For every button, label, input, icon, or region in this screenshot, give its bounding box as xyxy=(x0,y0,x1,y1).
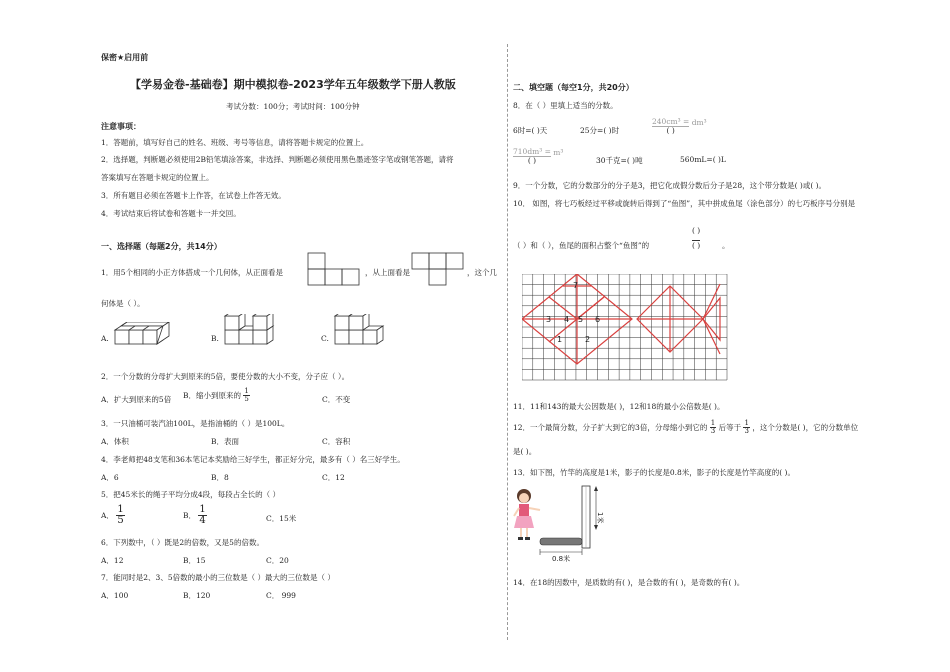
q1-option-c-label: C. xyxy=(321,334,329,343)
q2-option-b xyxy=(183,388,250,403)
q10-period: 。 xyxy=(722,241,730,250)
q12-fraction-1 xyxy=(710,420,716,435)
q10-fraction-denominator: ( ) xyxy=(692,241,701,250)
q12-text-c: ，这个分数是( )，它的分数单位 xyxy=(752,423,859,432)
q1-option-a-figure xyxy=(111,322,173,352)
fraction-numerator: 1 xyxy=(117,504,124,515)
tangram-label-1: 1 xyxy=(557,335,563,344)
q14-text: 14．在18的因数中，是质数的有( )，是合数的有( )，是奇数的有( )。 xyxy=(513,578,745,587)
q9-text: 9．一个分数，它的分数部分的分子是3，把它化成假分数后分子是28，这个带分数是( )或( )。 xyxy=(513,181,827,190)
q8-row2-c: 560mL=( )L xyxy=(680,155,726,164)
q2-option-a: A．扩大到原来的5倍 xyxy=(101,395,172,404)
shadow-length-label: 0.8米 xyxy=(552,555,571,563)
q3-option-a: A．体积 xyxy=(101,437,129,446)
q5-option-b-label: B． xyxy=(183,511,197,520)
fraction-denominator: ( ) xyxy=(666,125,675,135)
q8-row1-c-unit: dm³ xyxy=(691,118,707,127)
q10-text: 10． 如图，将七巧板经过平移或旋转后得到了“鱼图”，其中拼成鱼尾（涂色部分）的七巧板序号分别是 xyxy=(513,199,856,208)
q4-text: 4．李老师把48支笔和36本笔记本奖励给三好学生，都正好分完，最多有（ ）名三好学生。 xyxy=(101,455,405,464)
fraction-denominator: 5 xyxy=(244,395,249,403)
notice-item-1: 1．答题前，填写好自己的姓名、班级、考号等信息，请将答题卡规定的位置上。 xyxy=(101,138,369,147)
q7-option-b: B．120 xyxy=(183,591,211,600)
q7-option-a: A．100 xyxy=(101,591,129,600)
fraction-numerator: 1 xyxy=(744,419,749,427)
fraction-denominator: 4 xyxy=(199,515,206,526)
pole-shadow xyxy=(540,538,582,545)
q8-row2-a-fraction xyxy=(513,148,551,164)
tangram-label-7: 7 xyxy=(573,281,579,290)
secret-label: 保密★启用前 xyxy=(101,53,149,62)
q11-text: 11．11和143的最大公因数是( )，12和18的最小公倍数是( )。 xyxy=(513,402,725,411)
q5-option-b xyxy=(183,505,207,526)
q1-front-view-figure xyxy=(307,252,362,286)
fraction-numerator: 1 xyxy=(244,387,249,395)
q3-text: 3．一只油桶可装汽油100L，是指油桶的（ ）是100L。 xyxy=(101,419,290,428)
q2-option-b-label: B．缩小到原来的 xyxy=(183,391,242,400)
q7-text: 7．能同时是2、3、5倍数的最小的三位数是（ ）最大的三位数是（ ） xyxy=(101,573,335,582)
q10-paren: ( ) xyxy=(692,226,701,235)
q2-text: 2．一个分数的分母扩大到原来的5倍，要使分数的大小不变，分子应（ ）。 xyxy=(101,372,350,381)
q8-text: 8．在（ ）里填上适当的分数。 xyxy=(513,101,618,110)
section2-heading: 二、填空题（每空1分，共20分） xyxy=(513,83,634,92)
q3-option-b: B．表面 xyxy=(211,437,240,446)
section1-heading: 一、选择题（每题2分，共14分） xyxy=(101,242,222,251)
q1-option-c-figure xyxy=(331,314,393,352)
fraction-denominator: 3 xyxy=(744,427,749,435)
fraction-numerator: 1 xyxy=(199,504,206,515)
fraction-numerator: 710dm³ = xyxy=(513,147,551,156)
pole-height-label: 1米 xyxy=(596,512,604,524)
q3-option-c: C．容积 xyxy=(322,437,351,446)
tangram-label-6: 6 xyxy=(595,315,601,324)
q5-option-a xyxy=(101,505,125,526)
q1-top-view-figure xyxy=(411,252,466,286)
q1-text-a: 1．用5个相同的小正方体搭成一个几何体，从正面看是 xyxy=(101,268,284,277)
page-title: 【学易金卷-基础卷】期中模拟卷-2023学年五年级数学下册人教版 xyxy=(130,78,456,91)
q13-text: 13．如下图，竹竿的高度是1米，影子的长度是0.8米，影子的长度是竹竿高度的( )。 xyxy=(513,468,795,477)
q1-option-a-label: A. xyxy=(101,334,109,343)
girl-illustration xyxy=(514,489,540,540)
q8-row1-a: 6时=( )天 xyxy=(513,126,548,135)
q12-text-a: 12．一个最简分数，分子扩大到它的3倍，分母缩小到它的 xyxy=(513,423,708,432)
q1-text-b: ，从上面看是 xyxy=(365,268,410,277)
fraction-numerator: 240cm³ = xyxy=(652,117,690,126)
q1-text-d: 何体是（ ）。 xyxy=(101,299,145,308)
grid-lines xyxy=(522,274,727,380)
q4-option-a: A．6 xyxy=(101,473,119,482)
q1-option-b-figure xyxy=(221,314,283,352)
notice-item-3: 3．所有题目必须在答题卡上作答，在试卷上作答无效。 xyxy=(101,191,286,200)
exam-info: 考试分数：100分；考试时间：100分钟 xyxy=(226,102,360,111)
fraction-denominator: 5 xyxy=(117,515,124,526)
notice-item-2: 2．选择题，判断题必须使用2B铅笔填涂答案，非选择、判断题必须使用黑色墨迹签字笔或钢笔答题，请将 xyxy=(101,155,454,164)
q4-option-b: B．8 xyxy=(211,473,229,482)
notice-item-2-cont: 答案填写在答题卡规定的位置上。 xyxy=(101,173,214,182)
q12-line xyxy=(513,420,858,435)
bamboo-shadow-figure xyxy=(510,484,620,564)
q8-row2-a xyxy=(513,148,563,164)
tangram-label-2: 2 xyxy=(585,335,591,344)
notice-item-4: 4．考试结束后将试卷和答题卡一并交回。 xyxy=(101,209,241,218)
q2-option-b-fraction xyxy=(243,388,249,403)
q8-row1-c xyxy=(652,118,707,134)
q5-option-c: C．15米 xyxy=(266,514,297,523)
q5-option-a-fraction xyxy=(116,505,124,526)
q6-option-b: B．15 xyxy=(183,556,206,565)
q12-fraction-2 xyxy=(743,420,749,435)
fraction-denominator: 3 xyxy=(710,427,716,435)
fraction-numerator: 1 xyxy=(710,419,716,427)
tangram-label-3: 3 xyxy=(546,315,552,324)
q8-row1-b: 25分=( )时 xyxy=(580,126,620,135)
tangram-fish-figure xyxy=(637,284,720,354)
notice-heading: 注意事项： xyxy=(101,122,141,131)
q8-row2-b: 30千克=( )吨 xyxy=(596,156,643,165)
q8-row2-a-unit: m³ xyxy=(553,148,564,157)
q1-option-b-label: B. xyxy=(211,334,219,343)
tangram-label-5: 5 xyxy=(578,315,584,324)
q6-option-a: A．12 xyxy=(101,556,124,565)
q5-option-a-label: A． xyxy=(101,511,114,520)
q4-option-c: C．12 xyxy=(322,473,345,482)
q12-text-d: 是( )。 xyxy=(513,447,537,456)
q12-text-b: 后等于 xyxy=(718,423,742,432)
q2-option-c: C．不变 xyxy=(322,395,351,404)
q6-option-c: C．20 xyxy=(266,556,289,565)
q10-text-2: （ ）和（ ），鱼尾的面积占整个“鱼图”的 xyxy=(513,241,650,250)
q7-option-c: C． 999 xyxy=(266,591,296,600)
fraction-denominator: ( ) xyxy=(527,155,537,165)
tangram-fish-grid xyxy=(522,274,728,381)
q5-option-b-fraction xyxy=(198,505,206,526)
q8-row1-c-fraction xyxy=(652,118,689,134)
q5-text: 5．把45米长的绳子平均分成4段，每段占全长的（ ） xyxy=(101,490,280,499)
tangram-label-4: 4 xyxy=(564,315,570,324)
q6-text: 6．下列数中，（ ）既是2的倍数，又是5的倍数。 xyxy=(101,538,264,547)
column-divider xyxy=(507,44,508,640)
q1-text-c: ，这个几 xyxy=(467,268,497,277)
